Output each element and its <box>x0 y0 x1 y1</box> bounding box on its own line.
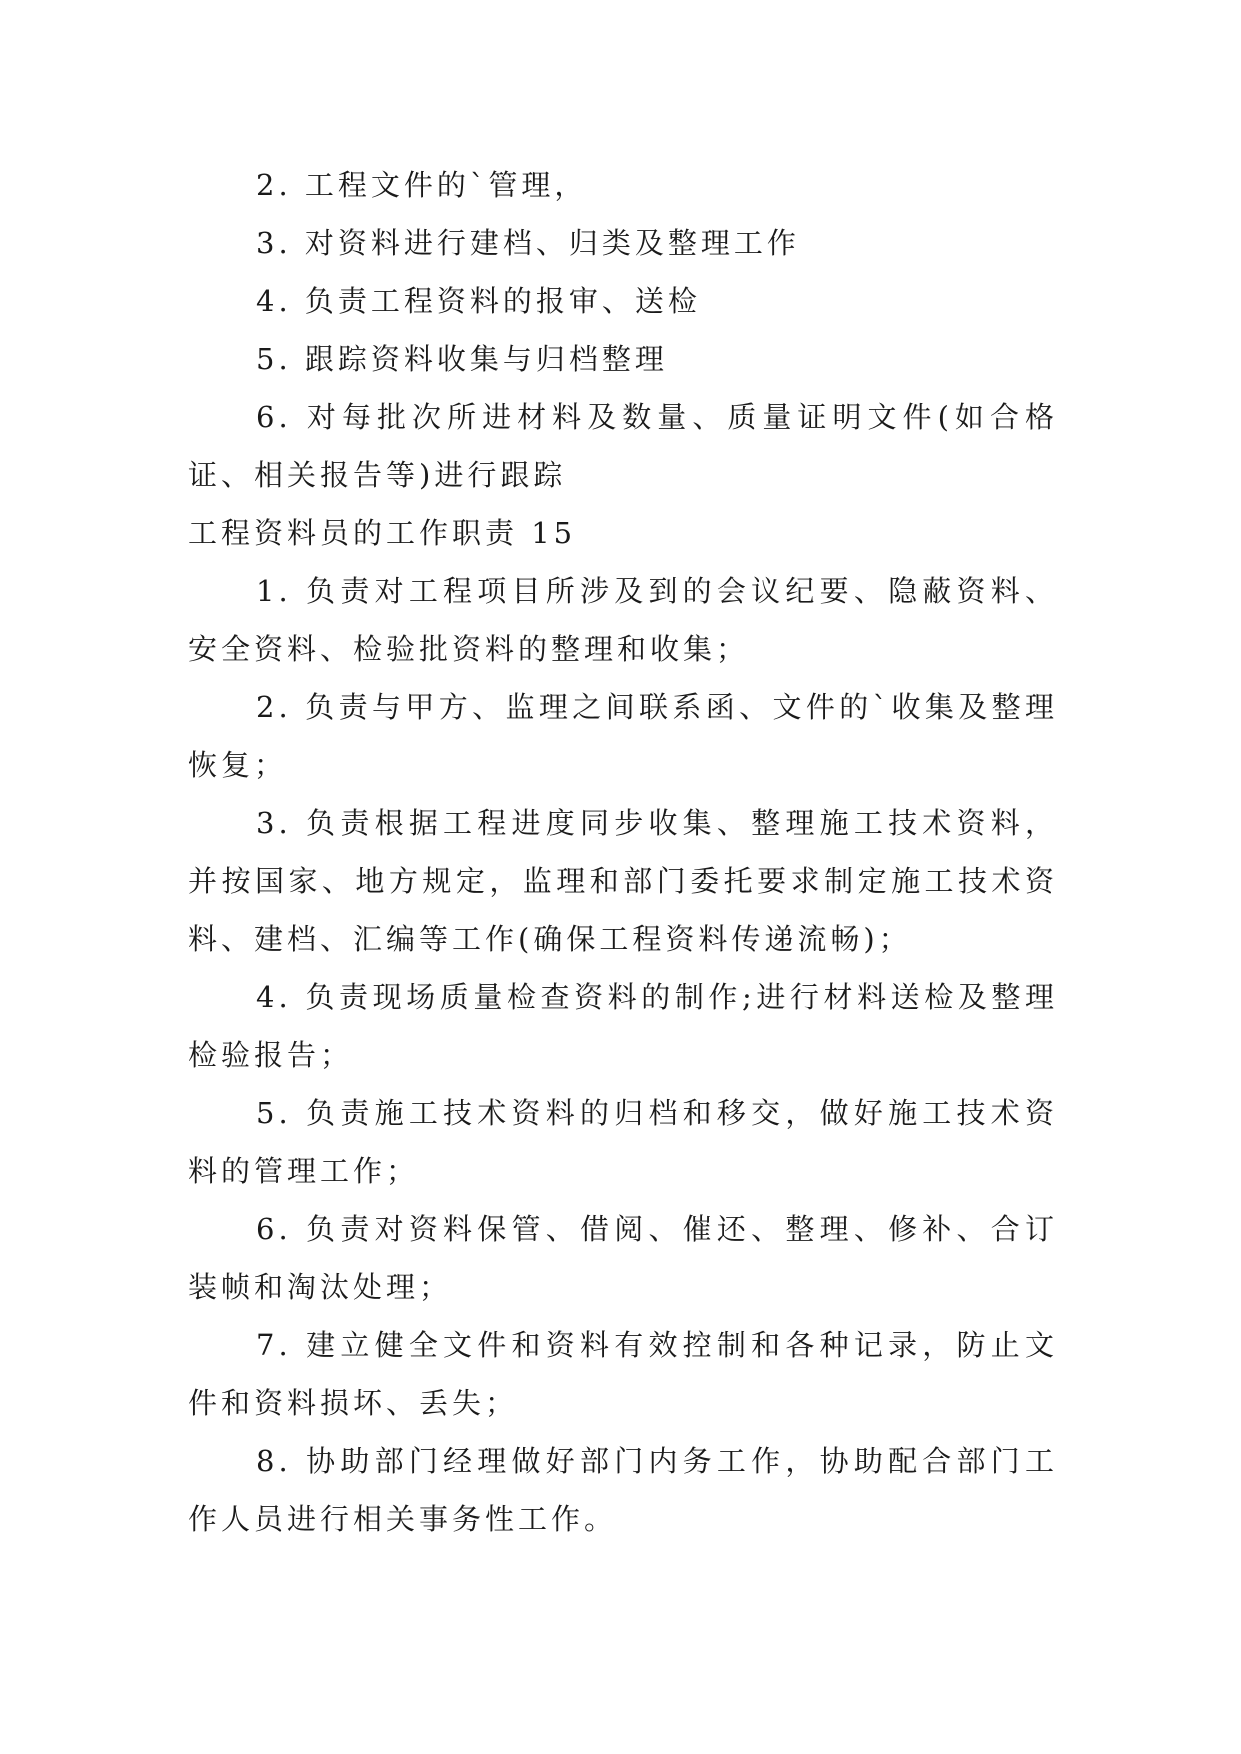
list-item: 2. 负责与甲方、监理之间联系函、文件的`收集及整理恢复； <box>188 690 1058 782</box>
list-item: 6. 对每批次所进材料及数量、质量证明文件(如合格证、相关报告等)进行跟踪 <box>188 400 1058 492</box>
list-item: 3. 对资料进行建档、归类及整理工作 <box>256 226 800 260</box>
list-item: 1. 负责对工程项目所涉及到的会议纪要、隐蔽资料、安全资料、检验批资料的整理和收集； <box>188 574 1058 666</box>
list-item: 7. 建立健全文件和资料有效控制和各种记录，防止文件和资料损坏、丢失； <box>188 1328 1058 1420</box>
list-item: 6. 负责对资料保管、借阅、催还、整理、修补、合订装帧和淘汰处理； <box>188 1212 1058 1304</box>
list-item: 8. 协助部门经理做好部门内务工作，协助配合部门工作人员进行相关事务性工作。 <box>188 1444 1058 1536</box>
list-item: 4. 负责工程资料的报审、送检 <box>256 284 701 318</box>
list-item: 5. 负责施工技术资料的归档和移交，做好施工技术资料的管理工作； <box>188 1096 1058 1188</box>
document-body <box>188 156 1058 1548</box>
section-heading: 工程资料员的工作职责 15 <box>188 516 577 550</box>
list-item: 3. 负责根据工程进度同步收集、整理施工技术资料，并按国家、地方规定，监理和部门委托要求制定施工技术资料、建档、汇编等工作(确保工程资料传递流畅)； <box>188 806 1058 956</box>
list-item: 4. 负责现场质量检查资料的制作;进行材料送检及整理检验报告； <box>188 980 1058 1072</box>
list-item: 5. 跟踪资料收集与归档整理 <box>256 342 668 376</box>
list-item: 2. 工程文件的`管理， <box>256 168 588 202</box>
